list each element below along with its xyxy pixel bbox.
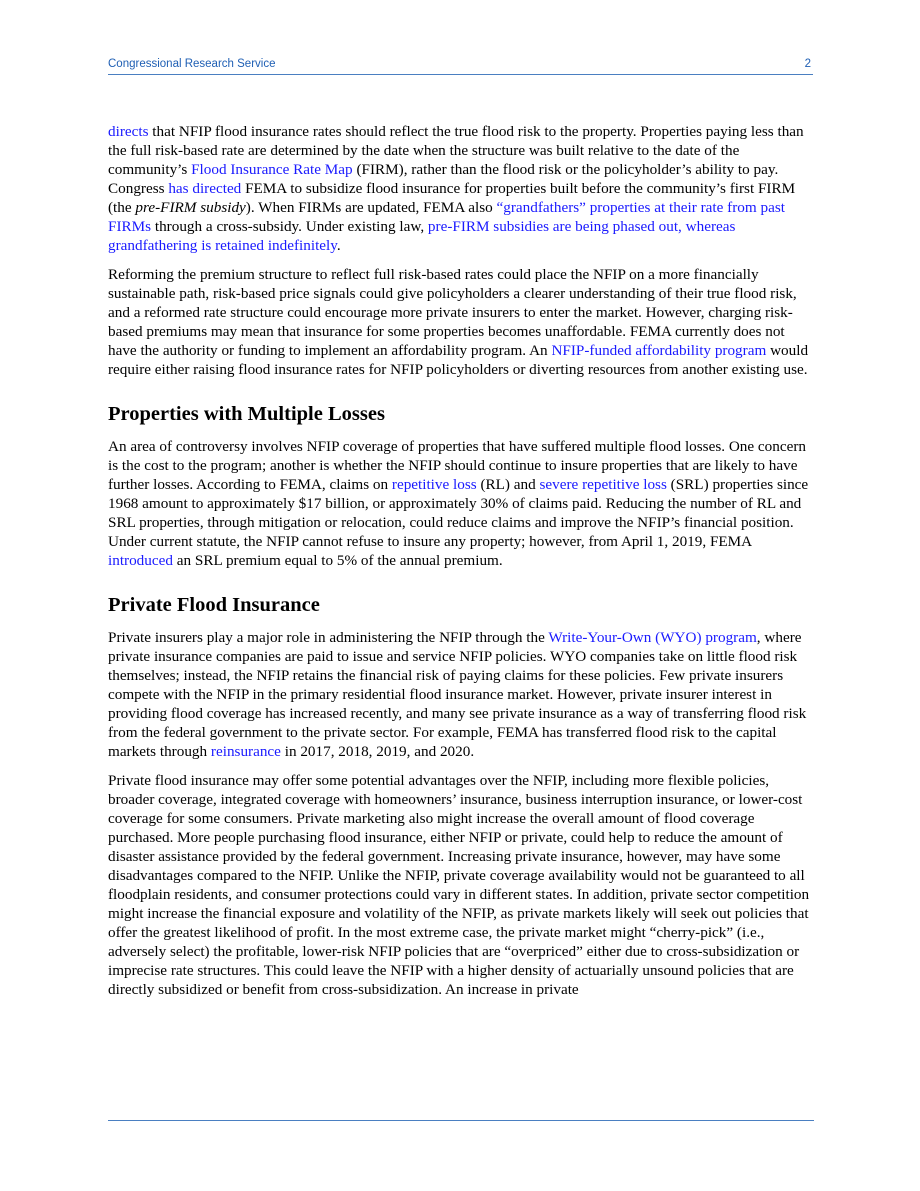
link-flood-insurance-rate-map[interactable]: Flood Insurance Rate Map	[191, 161, 353, 178]
text: an SRL premium equal to 5% of the annual premium.	[172, 552, 503, 569]
page-header	[108, 57, 813, 75]
paragraph-multiple-losses	[108, 437, 814, 570]
text: would require either raising flood insurance rates for NFIP policyholders or diverting resources from another existing use.	[108, 342, 809, 378]
text: ). When FIRMs are updated, FEMA also	[245, 199, 497, 216]
page-number: 2	[804, 58, 811, 70]
emphasis-pre-firm-subsidy: pre-FIRM subsidy	[135, 199, 246, 216]
heading-multiple-losses: Properties with Multiple Losses	[108, 403, 385, 425]
footer-rule	[108, 1120, 814, 1121]
text: through a cross-subsidy. Under existing law,	[151, 218, 428, 235]
text: Private insurers play a major role in administering the NFIP through the	[108, 629, 549, 646]
heading-private-flood-insurance: Private Flood Insurance	[108, 594, 320, 616]
paragraph-private-advantages	[108, 771, 814, 999]
text: in 2017, 2018, 2019, and 2020.	[280, 743, 475, 760]
text: Private flood insurance may offer some potential advantages over the NFIP, including more flexible policies, broader coverage, integrated coverage with homeowners’ insurance, business interruption insurance, or lower-cost coverage for some consumers. Private marketing also might increase the overall amount of flood coverage purchased. More people purchasing flood insurance, either NFIP or private, could help to reduce the amount of disaster assistance provided by the federal government. Increasing private insurance, however, may have some disadvantages compared to the NFIP. Unlike the NFIP, private coverage availability would not be guaranteed to all floodplain residents, and consumer protections could vary in different states. In addition, private sector competition might increase the financial exposure and volatility of the NFIP, as private markets likely will seek out policies that offer the greatest likelihood of profit. In the most extreme case, the private market might “cherry-pick” (i.e., adversely select) the profitable, lower-risk NFIP policies that are “overpriced” either due to cross-subsidization or imprecise rate structures. This could leave the NFIP with a higher density of actuarially unsound policies that are directly subsidized or benefit from cross-subsidization. An increase in private	[108, 772, 810, 998]
link-grandfathers[interactable]: “grandfathers” properties at their rate from past FIRMs	[108, 199, 785, 235]
text: (SRL) properties since 1968 amount to approximately $17 billion, or approximately 30% of claims paid. Reducing the number of RL and SRL properties, through mitigation or relocation, could reduce claims and improve the NFIP’s financial position. Under current statute, the NFIP cannot refuse to insure any property; however, from April 1, 2019, FEMA	[108, 476, 809, 550]
link-nfip-funded-affordability[interactable]: NFIP-funded affordability program	[551, 342, 767, 359]
link-directs[interactable]: directs	[108, 123, 149, 140]
text: that NFIP flood insurance rates should reflect the true flood risk to the property. Properties paying less than the full risk-based rate are determined by the date when the structure was built relative to the date of the community’s	[108, 123, 804, 178]
text: Reforming the premium structure to reflect full risk-based rates could place the NFIP on a more financially sustainable path, risk-based price signals could give policyholders a clearer understanding of their true flood risk, and a reformed rate structure could encourage more private insurers to enter the market. However, charging risk-based premiums may mean that insurance for some properties becomes unaffordable. FEMA currently does not have the authority or funding to implement an affordability program. An	[108, 266, 797, 359]
text: , where private insurance companies are paid to issue and service NFIP policies. WYO companies take on little flood risk themselves; instead, the NFIP retains the financial risk of paying claims for these policies. Few private insurers compete with the NFIP in the primary residential flood insurance market. However, private insurer interest in providing flood coverage has increased recently, and many see private insurance as a way of transferring flood risk from the federal government to the private sector. For example, FEMA has transferred flood risk to the capital markets through	[108, 629, 807, 760]
link-pre-firm-phased-out[interactable]: pre-FIRM subsidies are being phased out, whereas grandfathering is retained indefinitely	[108, 218, 736, 254]
paragraph-rate-structure	[108, 122, 814, 255]
link-has-directed[interactable]: has directed	[168, 180, 242, 197]
link-severe-repetitive-loss[interactable]: severe repetitive loss	[539, 476, 667, 493]
text: (RL) and	[476, 476, 540, 493]
text: (FIRM), rather than the flood risk or the policyholder’s ability to pay. Congress	[108, 161, 779, 197]
link-repetitive-loss[interactable]: repetitive loss	[391, 476, 477, 493]
paragraph-reforming-premium	[108, 265, 814, 379]
link-introduced[interactable]: introduced	[108, 552, 173, 569]
paragraph-private-insurers	[108, 628, 814, 761]
text: .	[336, 237, 341, 254]
text: An area of controversy involves NFIP coverage of properties that have suffered multiple flood losses. One concern is the cost to the program; another is whether the NFIP should continue to insure properties that are likely to have further losses. According to FEMA, claims on	[108, 438, 806, 493]
header-title: Congressional Research Service	[108, 58, 276, 70]
link-wyo-program[interactable]: Write-Your-Own (WYO) program	[548, 629, 757, 646]
text: FEMA to subsidize flood insurance for properties built before the community’s first FIRM (the	[108, 180, 796, 216]
link-reinsurance[interactable]: reinsurance	[210, 743, 281, 760]
document-body	[108, 122, 814, 1009]
